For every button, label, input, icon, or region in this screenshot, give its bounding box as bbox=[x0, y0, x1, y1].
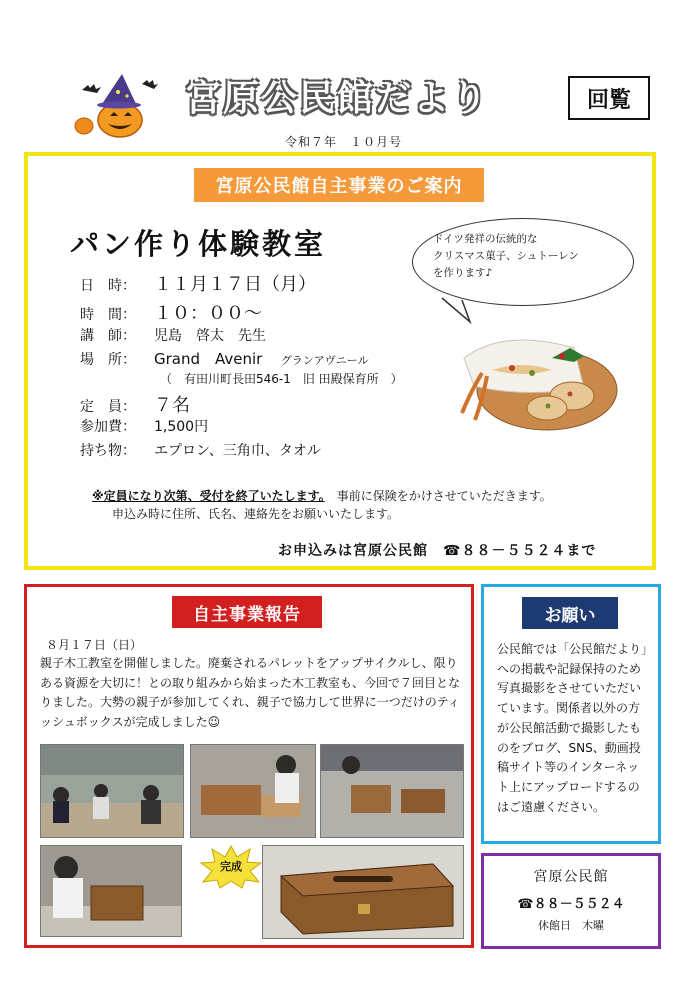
issue-date: 令和７年 １０月号 bbox=[285, 135, 403, 149]
event-row-time bbox=[80, 299, 262, 325]
contact-closed-day: 休館日 木曜 bbox=[538, 919, 604, 932]
row-label: 参加費： bbox=[80, 419, 136, 435]
contact-block bbox=[481, 866, 661, 933]
apply-line: お申込みは宮原公民館 ☎８８－５５２４まで bbox=[278, 543, 597, 559]
speech-bubble bbox=[412, 218, 634, 306]
report-text: 親子木工教室を開催しました。廃棄されるパレットをアップサイクルし、限りある資源を大切に！との取り組みから始まった木工教室も、今回で７回目となりました。大勢の親子が参加してくれ、親子で協力して世界に一つだけのティッシュボックスが完成しました☺ bbox=[40, 656, 461, 729]
photo-child-box bbox=[40, 845, 182, 937]
row-label: 持ち物： bbox=[80, 443, 136, 459]
note-text: 事前に保険をかけさせていただきます。 bbox=[336, 489, 552, 503]
complete-label: 完成 bbox=[220, 860, 242, 873]
newsletter-title: 宮原公民館だより bbox=[185, 78, 490, 119]
row-label: 場 所： bbox=[80, 352, 136, 368]
event-row-items bbox=[80, 440, 321, 460]
event-row-fee bbox=[80, 416, 208, 436]
note-bold: ※定員になり次第、受付を終了いたします。 bbox=[92, 489, 325, 503]
stollen-illustration bbox=[452, 318, 622, 436]
row-label: 時 間： bbox=[80, 307, 136, 323]
row-value: Grand Avenir bbox=[154, 350, 263, 368]
row-label: 日 時： bbox=[80, 278, 136, 294]
photo-sanding bbox=[320, 744, 464, 838]
event-row-date bbox=[80, 270, 316, 296]
event-title: パン作り体験教室 bbox=[70, 227, 327, 261]
row-value: 1,500円 bbox=[154, 419, 209, 435]
event-row-instructor bbox=[80, 325, 266, 345]
photo-assembly bbox=[190, 744, 316, 838]
bubble-line: ドイツ発祥の伝統的な bbox=[433, 233, 538, 245]
row-value: １１月１７日（月） bbox=[154, 274, 316, 295]
photo-workshop-hall bbox=[40, 744, 184, 838]
report-date: ８月１７日（日） bbox=[46, 638, 143, 652]
event-row-place bbox=[80, 348, 369, 369]
row-value: エプロン、三角巾、タオル bbox=[154, 443, 321, 459]
note-contact-info: 申込み時に住所、氏名、連絡先をお願いいたします。 bbox=[112, 507, 400, 521]
note-deadline bbox=[92, 487, 552, 504]
report-banner: 自主事業報告 bbox=[172, 596, 322, 628]
event-row-address: （ 有田川町長田546-1 旧 田殿保育所 ） bbox=[160, 372, 403, 386]
photo-tissue-box bbox=[262, 845, 464, 939]
bubble-line: クリスマス菓子、シュトーレン bbox=[433, 250, 579, 262]
event-row-capacity bbox=[80, 391, 190, 417]
row-value: １０：００～ bbox=[154, 303, 262, 324]
request-banner: お願い bbox=[522, 597, 618, 629]
contact-name: 宮原公民館 bbox=[533, 869, 609, 885]
row-label: 定 員： bbox=[80, 399, 136, 415]
circulation-stamp: 回覧 bbox=[568, 76, 650, 120]
jack-o-lantern-icon bbox=[72, 74, 158, 138]
request-text: 公民館では「公民館だより」への掲載や記録保持のため写真撮影をさせていただいています。関係者以外の方が公民館活動で撮影したものをブログ、SNS、動画投稿サイト等のインターネット上にアップロードするのはご遠慮ください。 bbox=[497, 642, 648, 814]
event-banner: 宮原公民館自主事業のご案内 bbox=[194, 168, 484, 202]
bubble-line: を作ります♪ bbox=[433, 267, 493, 279]
contact-phone: ☎８８－５５２４ bbox=[517, 897, 625, 912]
row-value-kana: グランアヴニール bbox=[280, 354, 369, 367]
row-value: 児島 啓太 先生 bbox=[154, 328, 266, 344]
row-value: ７名 bbox=[154, 395, 190, 416]
row-label: 講 師： bbox=[80, 328, 136, 344]
